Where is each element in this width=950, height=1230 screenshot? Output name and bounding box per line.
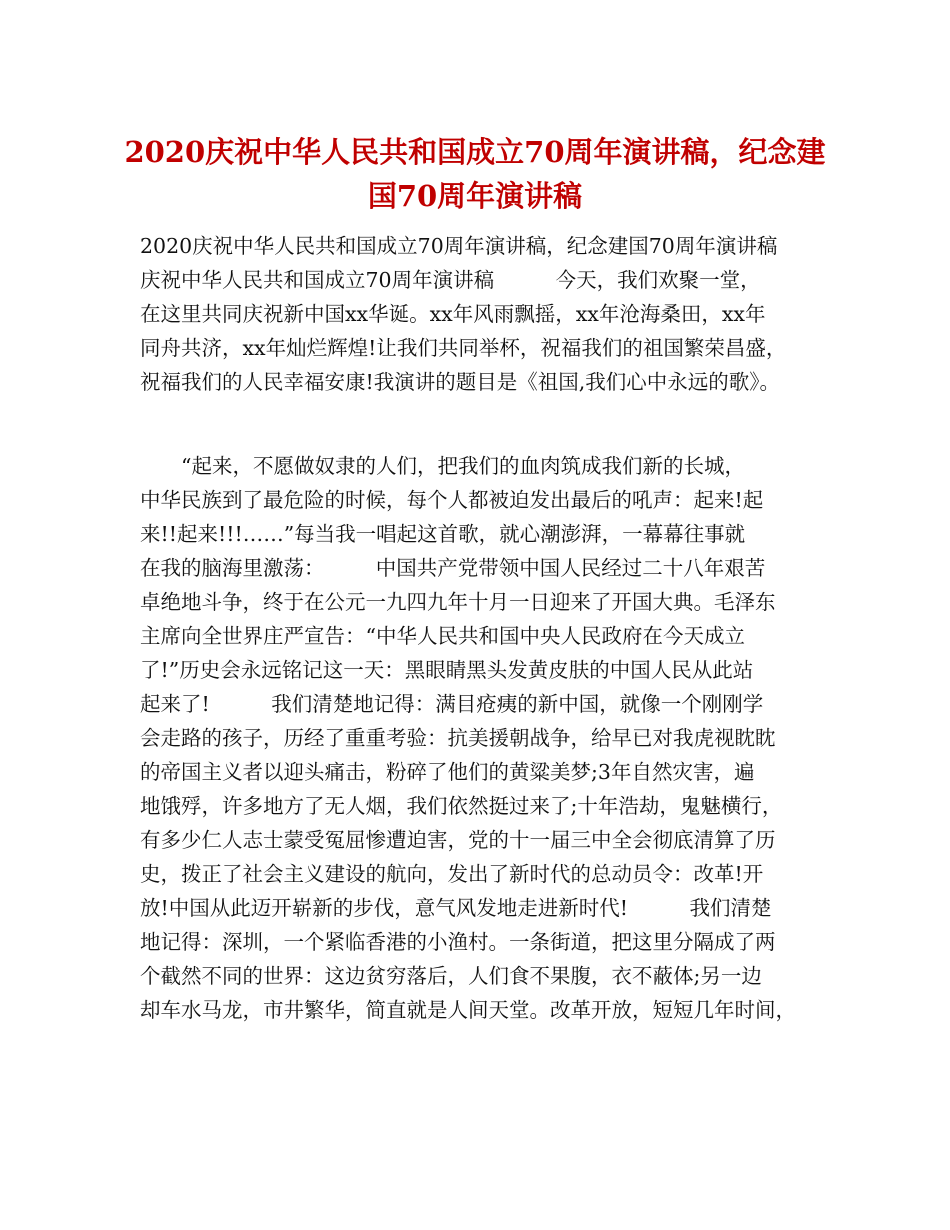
paragraph-2-line: 卓绝地斗争，终于在公元一九四九年十月一日迎来了开国大典。毛泽东: [140, 590, 776, 614]
paragraph-2-line: 却车水马龙，市井繁华，简直就是人间天堂。改革开放，短短几年时间，: [140, 998, 796, 1022]
paragraph-1-line: 在这里共同庆祝新中国xx华诞。xx年风雨飘摇，xx年沧海桑田，xx年: [140, 302, 766, 326]
paragraph-2-line: 主席向全世界庄严宣告：“中华人民共和国中央人民政府在今天成立: [140, 624, 745, 648]
paragraph-2-line: 中华民族到了最危险的时候，每个人都被迫发出最后的吼声：起来!起: [140, 488, 764, 512]
paragraph-2-line: 地饿殍，许多地方了无人烟，我们依然挺过来了;十年浩劫，鬼魅横行，: [140, 794, 783, 818]
document-title-line-2: 国70周年演讲稿: [367, 179, 583, 213]
document-body: [140, 0, 820, 1230]
paragraph-2-line: 的帝国主义者以迎头痛击，粉碎了他们的黄粱美梦;3年自然灾害，遍: [140, 760, 755, 784]
paragraph-2-line: 个截然不同的世界：这边贫穷落后，人们食不果腹，衣不蔽体;另一边: [140, 964, 762, 988]
paragraph-2-line: 史，拨正了社会主义建设的航向，发出了新时代的总动员令：改革!开: [140, 862, 764, 886]
paragraph-1-line: 庆祝中华人民共和国成立70周年演讲稿 今天，我们欢聚一堂，: [140, 268, 761, 292]
document-title-line-1: 2020庆祝中华人民共和国成立70周年演讲稿，纪念建: [124, 135, 826, 169]
paragraph-1-line: 同舟共济，xx年灿烂辉煌!让我们共同举杯，祝福我们的祖国繁荣昌盛，: [140, 336, 787, 360]
paragraph-2-line: 在我的脑海里激荡： 中国共产党带领中国人民经过二十八年艰苦: [140, 556, 766, 580]
paragraph-2-line: 会走路的孩子，历经了重重考验：抗美援朝战争，给早已对我虎视眈眈: [140, 726, 776, 750]
paragraph-2-line: “起来，不愿做奴隶的人们，把我们的血肉筑成我们新的长城，: [140, 454, 745, 478]
paragraph-1-line: 2020庆祝中华人民共和国成立70周年演讲稿，纪念建国70周年演讲稿: [140, 234, 778, 258]
paragraph-1-line: 祝福我们的人民幸福安康!我演讲的题目是《祖国,我们心中永远的歌》。: [140, 370, 781, 394]
paragraph-2-line: 起来了! 我们清楚地记得：满目疮痍的新中国，就像一个刚刚学: [140, 692, 764, 716]
paragraph-2-line: 了!”历史会永远铭记这一天：黑眼睛黑头发黄皮肤的中国人民从此站: [140, 658, 754, 682]
paragraph-2-line: 有多少仁人志士蒙受冤屈惨遭迫害，党的十一届三中全会彻底清算了历: [140, 828, 776, 852]
paragraph-2-line: 放!中国从此迈开崭新的步伐，意气风发地走进新时代! 我们清楚: [140, 896, 772, 920]
paragraph-2-line: 来!!起来!!!……”每当我一唱起这首歌，就心潮澎湃，一幕幕往事就: [140, 522, 746, 546]
paragraph-2-line: 地记得：深圳，一个紧临香港的小渔村。一条街道，把这里分隔成了两: [140, 930, 776, 954]
